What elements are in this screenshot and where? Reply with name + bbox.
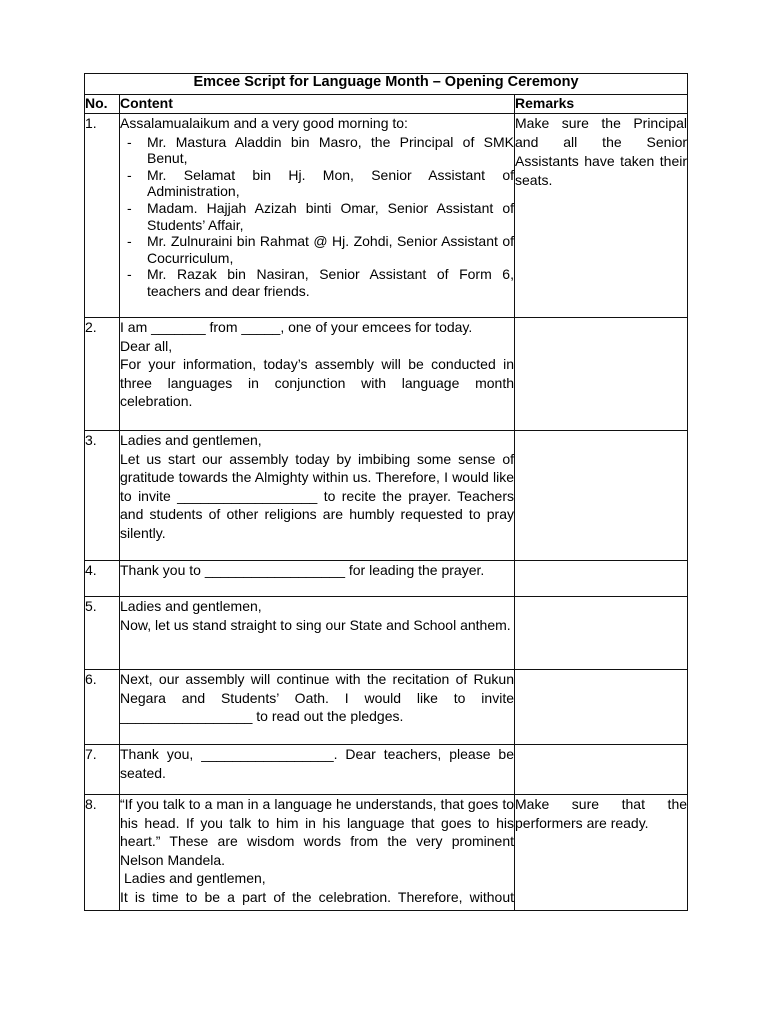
row-remarks xyxy=(515,561,688,597)
row-content xyxy=(120,795,515,911)
table-header-row xyxy=(85,95,688,114)
row-content xyxy=(120,318,515,431)
list-item xyxy=(127,233,514,266)
table-row xyxy=(85,670,688,745)
row-number: 7. xyxy=(85,745,120,795)
remarks-text: Make sure that the performers are ready. xyxy=(515,796,688,831)
content-paragraph: Next, our assembly will continue with the recitation of Rukun Negara and Students’ Oath. I would like to invite _________________ to read out the pledges. xyxy=(120,671,514,725)
content-paragraph: Ladies and gentlemen, xyxy=(120,598,262,614)
list-dash: - xyxy=(127,166,132,183)
row-remarks xyxy=(515,114,688,318)
content-paragraph: Ladies and gentlemen, xyxy=(124,870,266,887)
row-content xyxy=(120,431,515,561)
content-paragraph: Thank you to __________________ for leading the prayer. xyxy=(120,562,485,578)
table-row xyxy=(85,795,688,911)
column-header-no: No. xyxy=(85,95,120,114)
row-number: 5. xyxy=(85,597,120,670)
column-header-content: Content xyxy=(120,95,515,114)
row-remarks xyxy=(515,597,688,670)
row-number: 2. xyxy=(85,318,120,431)
remarks-text: Make sure the Principal and all the Senior Assistants have taken their seats. xyxy=(515,115,688,188)
list-item xyxy=(127,166,514,200)
list-item-text: Mr. Razak bin Nasiran, Senior Assistant of Form 6, teachers and dear friends. xyxy=(147,266,514,299)
list-item-text: Mr. Zulnuraini bin Rahmat @ Hj. Zohdi, Senior Assistant of Cocurriculum, xyxy=(147,233,514,266)
row-content xyxy=(120,561,515,597)
row-remarks xyxy=(515,431,688,561)
table-body xyxy=(85,74,688,911)
row-remarks xyxy=(515,795,688,911)
row-content xyxy=(120,597,515,670)
table-row xyxy=(85,431,688,561)
row-number: 3. xyxy=(85,431,120,561)
table-row xyxy=(85,597,688,670)
row-remarks xyxy=(515,745,688,795)
table-row xyxy=(85,114,688,318)
guest-list xyxy=(120,134,514,300)
content-paragraph: Dear all, xyxy=(120,337,173,354)
list-dash: - xyxy=(127,199,132,216)
list-dash: - xyxy=(127,233,132,250)
list-dash: - xyxy=(127,133,132,150)
content-paragraph: It is time to be a part of the celebration. Therefore, without xyxy=(120,888,514,905)
content-paragraph: Ladies and gentlemen, xyxy=(120,432,262,448)
list-item-text: Mr. Selamat bin Hj. Mon, Senior Assistant of Administration, xyxy=(147,166,514,200)
list-item-text: Madam. Hajjah Azizah binti Omar, Senior Assistant of Students’ Affair, xyxy=(147,199,514,233)
content-paragraph: Let us start our assembly today by imbibing some sense of gratitude towards the Almighty within us. Therefore, I would like to invite __________________ to recite the prayer. Teachers and students of other religions are humbly requested to pray silently. xyxy=(120,450,514,541)
row-content xyxy=(120,670,515,745)
row-content xyxy=(120,745,515,795)
content-paragraph: Thank you, _________________. Dear teachers, please be seated. xyxy=(120,746,514,781)
table-title: Emcee Script for Language Month – Opening Ceremony xyxy=(85,74,688,95)
row-number: 6. xyxy=(85,670,120,745)
column-header-remarks: Remarks xyxy=(515,95,688,114)
list-item-text: Mr. Mastura Aladdin bin Masro, the Principal of SMK Benut, xyxy=(147,133,514,167)
content-paragraph: Now, let us stand straight to sing our State and School anthem. xyxy=(120,616,511,633)
content-paragraph: For your information, today’s assembly will be conducted in three languages in conjunction with language month celebration. xyxy=(120,356,514,410)
row-remarks xyxy=(515,318,688,431)
table-row xyxy=(85,745,688,795)
row-number: 4. xyxy=(85,561,120,597)
table-row xyxy=(85,318,688,431)
table-row xyxy=(85,561,688,597)
list-item xyxy=(127,199,514,233)
table-title-row xyxy=(85,74,688,95)
list-item xyxy=(127,266,514,299)
row-number: 8. xyxy=(85,795,120,911)
content-paragraph: I am _______ from _____, one of your emcees for today. xyxy=(120,319,473,335)
row-number: 1. xyxy=(85,114,120,318)
greeting-line: Assalamualaikum and a very good morning to: xyxy=(120,115,408,131)
list-item xyxy=(127,133,514,167)
emcee-script-table xyxy=(84,73,688,911)
row-remarks xyxy=(515,670,688,745)
list-dash: - xyxy=(127,266,132,283)
row-content xyxy=(120,114,515,318)
quote-paragraph: “If you talk to a man in a language he understands, that goes to his head. If you talk to him in his language that goes to his heart.” These are wisdom words from the very prominent Nelson Mandela. xyxy=(120,796,514,868)
